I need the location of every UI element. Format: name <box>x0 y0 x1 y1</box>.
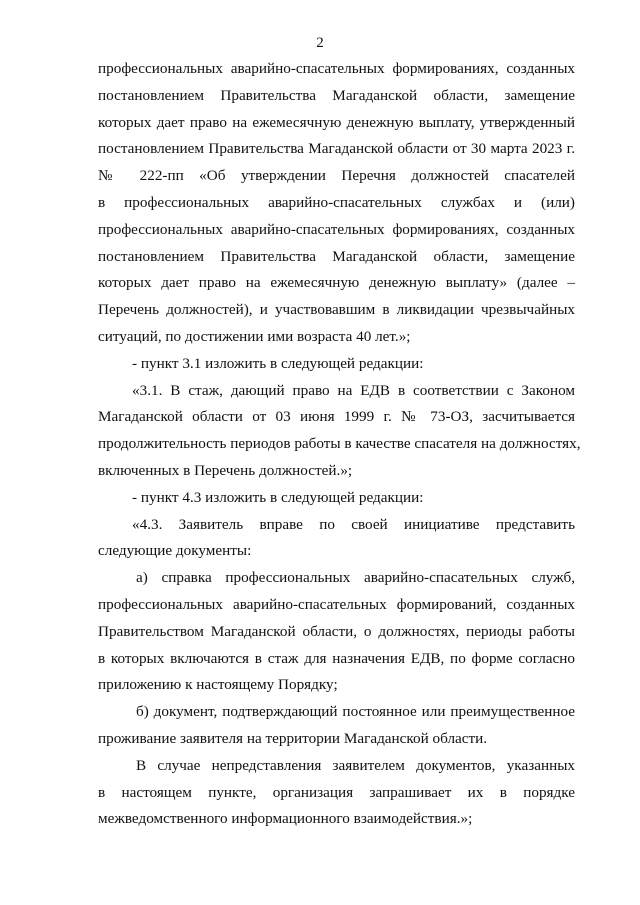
text-line: б) документ, подтверждающий постоянное или преимущественное <box>136 703 575 721</box>
text-line: а) справка профессиональных аварийно-спасательных служб, <box>136 569 575 587</box>
text-line: в профессиональных аварийно-спасательных службах и (или) <box>98 193 575 211</box>
text-line: - пункт 4.3 изложить в следующей редакции: <box>132 488 424 506</box>
text-line: межведомственного информационного взаимодействия.»; <box>98 810 473 828</box>
text-line: постановлением Правительства Магаданской области, замещение <box>98 86 575 104</box>
text-line: постановлением Правительства Магаданской области, замещение <box>98 247 575 265</box>
text-line: ситуаций, по достижении ими возраста 40 лет.»; <box>98 327 411 345</box>
text-line: приложению к настоящему Порядку; <box>98 676 338 694</box>
paragraph-continuation <box>98 56 575 351</box>
text-line: продолжительность периодов работы в качестве спасателя на должностях, <box>98 435 581 453</box>
text-line: включенных в Перечень должностей.»; <box>98 461 353 479</box>
text-line: следующие документы: <box>98 542 252 560</box>
text-line: постановлением Правительства Магаданской области от 30 марта 2023 г. <box>98 140 575 158</box>
page-number: 2 <box>316 35 324 51</box>
text-line: которых дает право на ежемесячную денежную выплату, утвержденный <box>98 113 575 131</box>
paragraph-amendment-4-3 <box>98 485 575 512</box>
paragraph-clause-3-1 <box>98 378 581 485</box>
paragraph-item-a <box>98 565 575 699</box>
text-line: - пункт 3.1 изложить в следующей редакции: <box>132 354 424 372</box>
paragraph-clause-4-3 <box>98 512 575 566</box>
text-line: Перечень должностей), и участвовавшим в ликвидации чрезвычайных <box>98 301 575 319</box>
text-line: которых дает право на ежемесячную денежную выплату» (далее – <box>98 274 575 292</box>
text-line: Магаданской области от 03 июня 1999 г. № 73-ОЗ, засчитывается <box>98 408 575 426</box>
text-line: «4.3. Заявитель вправе по своей инициативе представить <box>132 515 575 533</box>
text-line: профессиональных аварийно-спасательных формированиях, созданных <box>98 220 575 238</box>
text-line: Правительством Магаданской области, о должностях, периоды работы <box>98 622 575 640</box>
text-line: в настоящем пункте, организация запрашивает их в порядке <box>98 783 575 801</box>
text-line: В случае непредставления заявителем документов, указанных <box>136 756 575 774</box>
text-line: в которых включаются в стаж для назначения ЕДВ, по форме согласно <box>98 649 575 667</box>
paragraph-item-b <box>98 699 575 753</box>
paragraph-amendment-3-1 <box>98 351 575 378</box>
text-line: профессиональных аварийно-спасательных формированиях, созданных <box>98 60 575 77</box>
text-line: профессиональных аварийно-спасательных формирований, созданных <box>98 595 575 613</box>
text-line: «3.1. В стаж, дающий право на ЕДВ в соответствии с Законом <box>132 381 575 399</box>
text-line: проживание заявителя на территории Магаданской области. <box>98 729 488 747</box>
text-line: № 222-пп «Об утверждении Перечня должностей спасателей <box>98 167 575 185</box>
document-body <box>98 56 581 833</box>
paragraph-request-clause <box>98 753 575 833</box>
